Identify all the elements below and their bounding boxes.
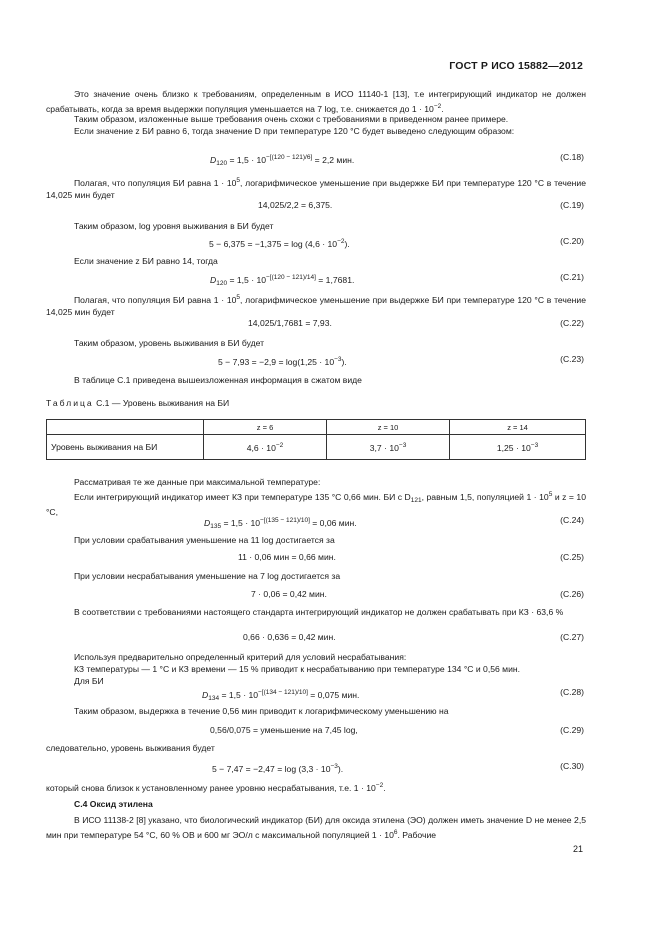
- equation-number: (С.27): [560, 632, 584, 642]
- equation-c30: $5 - 7,47 = -2,47 = \log (3,3 \cdot 10^{-3})$.: [212, 763, 344, 774]
- equation-number: (С.19): [560, 200, 584, 210]
- paragraph: При условии срабатывания уменьшение на 11 log достигается за: [74, 535, 335, 545]
- table-cell: $4,6 \cdot 10^{-2}$: [204, 435, 327, 460]
- survival-table: [46, 419, 586, 460]
- paragraph: Таким образом, уровень выживания в БИ будет: [74, 338, 265, 348]
- equation-c19: 14,025/2,2 = 6,375.: [258, 200, 333, 210]
- equation-c28: $D_{134} = 1,5 \cdot 10^{-[(134 - 121)/10]} = 0,075$ мин.: [202, 689, 360, 702]
- paragraph: Если значение z БИ равно 14, тогда: [74, 256, 218, 266]
- equation-number: (С.28): [560, 687, 584, 697]
- equation-number: (С.25): [560, 552, 584, 562]
- paragraph: Если значение z БИ равно 6, тогда значение D при температуре 120 °С будет выведено следующим образом:: [74, 126, 515, 136]
- paragraph: Полагая, что популяция БИ равна $1 \cdot 10^5$, логарифмическое уменьшение при выдержке БИ при температуре 120 °С в течение 14,025 мин будет: [46, 177, 586, 200]
- page-number: 21: [572, 844, 583, 854]
- equation-c24: $D_{135} = 1,5 \cdot 10^{-[(135 - 121)/10]} = 0,06$ мин.: [204, 517, 357, 530]
- equation-number: (С.18): [560, 152, 584, 162]
- table-row-label: Уровень выживания на БИ: [47, 435, 204, 460]
- paragraph: В таблице С.1 приведена вышеизложенная информация в сжатом виде: [74, 375, 362, 385]
- paragraph: Рассматривая те же данные при максимальной температуре:: [74, 477, 321, 487]
- table-header-cell: z = 10: [327, 420, 450, 435]
- paragraph: Если интегрирующий индикатор имеет КЗ при температуре 135 °С 0,66 мин. БИ с $D_{121}$, равным 1,5, популяцией $1 \cdot 10^5$ и z = 10 °С,: [46, 491, 586, 517]
- table-header-cell: [47, 420, 204, 435]
- paragraph: Таким образом, изложенные выше требования очень схожи с требованиями в приведенном ранее примере.: [74, 114, 509, 124]
- paragraph: В ИСО 11138-2 [8] указано, что биологический индикатор (БИ) для оксида этилена (ЭО) должен иметь значение D не менее 2,5 мин при температуре 54 °С, 60 % ОВ и 600 мг ЭО/л с максимальной популяцией $1 \cdot 10^6$. Рабочие: [46, 815, 586, 840]
- table-cell: $3,7 \cdot 10^{-3}$: [327, 435, 450, 460]
- table-header-cell: z = 6: [204, 420, 327, 435]
- equation-number: (С.29): [560, 725, 584, 735]
- section-heading: С.4 Оксид этилена: [74, 799, 153, 809]
- equation-number: (С.26): [560, 589, 584, 599]
- paragraph: Используя предварительно определенный критерий для условий несрабатывания:: [74, 652, 407, 662]
- equation-number: (С.20): [560, 236, 584, 246]
- superscript: −2: [433, 102, 442, 110]
- paragraph: Это значение очень близко к требованиям, определенным в ИСО 11140-1 [13], т.е интегрирующий индикатор не должен срабатывать, когда за время выдержки популяция уменьшается на 7 log, т.е. снижается до $1 \cdot 10^{-2}$.: [46, 89, 586, 114]
- equation-c22: 14,025/1,7681 = 7,93.: [248, 318, 332, 328]
- paragraph: При условии несрабатывания уменьшение на 7 log достигается за: [74, 571, 341, 581]
- paragraph: В соответствии с требованиями настоящего стандарта интегрирующий индикатор не должен срабатывать при КЗ · 63,6 %: [74, 607, 564, 617]
- equation-c18: $D_{120} = 1,5 \cdot 10^{-[(120 - 121)/6]} = 2,2$ мин.: [210, 154, 355, 167]
- table-caption: Таблица С.1 — Уровень выживания на БИ: [46, 398, 230, 408]
- paragraph-text: Это значение очень близко к требованиям, определенным в ИСО 11140-1 [13], т.е интегрирующий индикатор не должен срабатывать, когда за время выдержки популяция уменьшается на 7 log, т.е. снижается до 1 · 10: [46, 89, 586, 114]
- equation-c29: 0,56/0,075 = уменьшение на 7,45 log,: [210, 725, 358, 735]
- document-header: ГОСТ Р ИСО 15882—2012: [449, 60, 583, 72]
- equation-number: (С.22): [560, 318, 584, 328]
- paragraph: Таким образом, выдержка в течение 0,56 мин приводит к логарифмическому уменьшению на: [74, 706, 449, 716]
- equation-c25: 11 · 0,06 мин = 0,66 мин.: [238, 552, 336, 562]
- paragraph: КЗ температуры — 1 °С и КЗ времени — 15 % приводит к несрабатыванию при температуре 134 °С и 0,56 мин.: [74, 664, 520, 674]
- paragraph: Таким образом, log уровня выживания в БИ будет: [74, 221, 274, 231]
- equation-c26: 7 · 0,06 = 0,42 мин.: [251, 589, 327, 599]
- equation-number: (С.24): [560, 515, 584, 525]
- paragraph: следовательно, уровень выживания будет: [46, 743, 215, 753]
- equation-c21: $D_{120} = 1,5 \cdot 10^{-[(120 - 121)/14]} = 1,7681$.: [210, 274, 355, 287]
- equation-c23: $5 - 7,93 = -2,9 = \log(1,25 \cdot 10^{-3})$.: [218, 356, 347, 367]
- table-row: [47, 435, 586, 460]
- table-cell: $1,25 \cdot 10^{-3}$: [450, 435, 586, 460]
- paragraph: Полагая, что популяция БИ равна $1 \cdot 10^5$, логарифмическое уменьшение при выдержке БИ при температуре 120 °С в течение 14,025 мин будет: [46, 294, 586, 317]
- equation-c27: 0,66 · 0,636 = 0,42 мин.: [243, 632, 336, 642]
- table-header-row: [47, 420, 586, 435]
- paragraph: который снова близок к установленному ранее уровню несрабатывания, т.е. $1 \cdot 10^{-2}$.: [46, 782, 386, 793]
- equation-c20: $5 - 6,375 = -1,375 = \log (4,6 \cdot 10^{-2})$.: [209, 238, 350, 249]
- equation-number: (С.23): [560, 354, 584, 364]
- equation-number: (С.21): [560, 272, 584, 282]
- table-header-cell: z = 14: [450, 420, 586, 435]
- paragraph: Для БИ: [74, 676, 104, 686]
- equation-number: (С.30): [560, 761, 584, 771]
